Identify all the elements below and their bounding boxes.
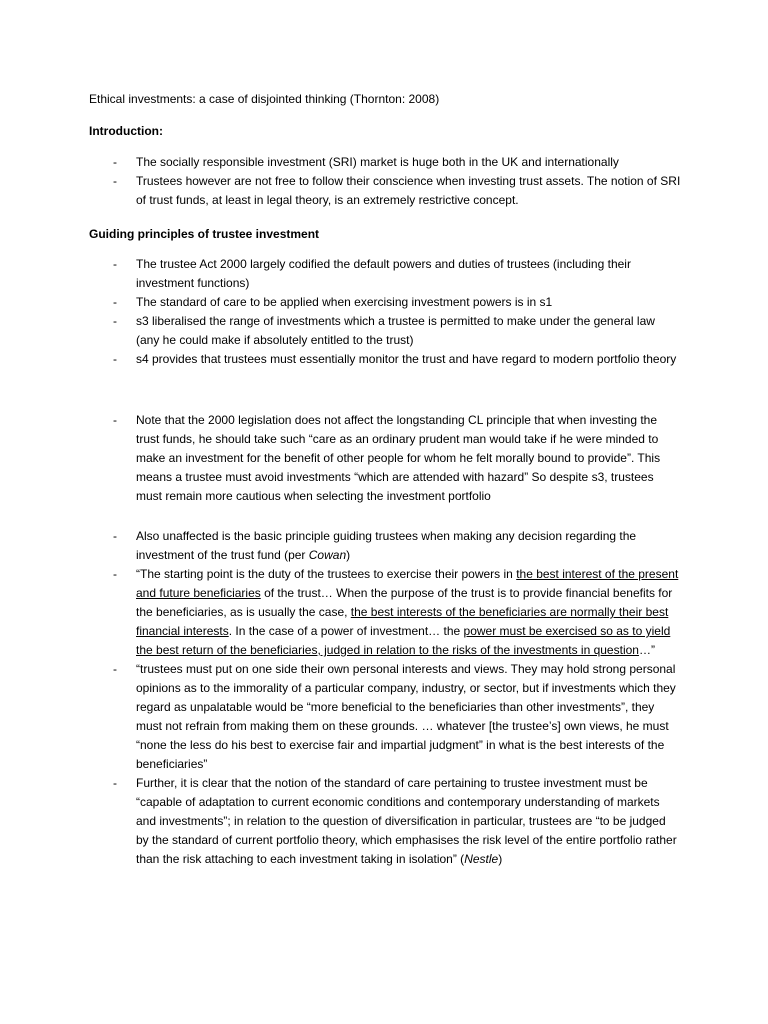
case-name: Cowan xyxy=(308,548,347,562)
underlined-text: the best interests of the beneficiaries are normally their best financial interests xyxy=(136,605,669,638)
list-item: - Note that the 2000 legislation does not affect the longstanding CL principle that when investing the trust funds, he should take such “care as an ordinary prudent man would take if he were minded to make an investment for the benefit of other people for whom he felt morally bound to provide”. This means a trustee must avoid investments “which are attended with hazard” So despite s3, trustees must remain more cautious when selecting the investment portfolio xyxy=(0,411,681,506)
case-name: Nestle xyxy=(464,852,499,866)
list-item: - The socially responsible investment (SRI) market is huge both in the UK and internationally xyxy=(0,153,681,172)
list-item: - “trustees must put on one side their own personal interests and views. They may hold strong personal opinions as to the immorality of a particular company, industry, or sector, but if investments which they regard as unpalatable would be “more beneficial to the beneficiaries than other investments”, they must not refrain from making them on these grounds. … whatever [the trustee’s] own views, he must “none the less do his best to exercise fair and impartial judgment” in what is the best interests of the beneficiaries” xyxy=(0,660,681,774)
principles-list-3 xyxy=(0,527,681,869)
list-item: - The standard of care to be applied when exercising investment powers is in s1 xyxy=(0,293,681,312)
principles-list-1 xyxy=(0,255,681,369)
list-item: - Further, it is clear that the notion of the standard of care pertaining to trustee investment must be “capable of adaptation to current economic conditions and contemporary understanding of markets and investments”; in relation to the question of diversification in particular, trustees are “to be judged by the standard of current portfolio theory, which emphasises the risk level of the entire portfolio rather than the risk attaching to each investment taking in isolation” (Nestle) xyxy=(0,774,681,869)
list-item: - Trustees however are not free to follow their conscience when investing trust assets. The notion of SRI of trust funds, at least in legal theory, is an extremely restrictive concept. xyxy=(0,172,681,210)
principles-list-2 xyxy=(0,411,681,506)
list-item: - “The starting point is the duty of the trustees to exercise their powers in the best interest of the present and future beneficiaries of the trust… When the purpose of the trust is to provide financial benefits for the beneficiaries, as is usually the case, the best interests of the beneficiaries are normally their best financial interests. In the case of a power of investment… the power must be exercised so as to yield the best return of the beneficiaries, judged in relation to the risks of the investments in question…” xyxy=(0,565,681,660)
list-item: - s3 liberalised the range of investments which a trustee is permitted to make under the general law (any he could make if absolutely entitled to the trust) xyxy=(0,312,681,350)
intro-heading: Introduction: xyxy=(89,124,163,138)
intro-list xyxy=(0,153,681,210)
list-item: - Also unaffected is the basic principle guiding trustees when making any decision regarding the investment of the trust fund (per Cowan) xyxy=(0,527,681,565)
section-heading: Guiding principles of trustee investment xyxy=(89,227,320,241)
list-item: - The trustee Act 2000 largely codified the default powers and duties of trustees (including their investment functions) xyxy=(0,255,681,293)
list-item: - s4 provides that trustees must essentially monitor the trust and have regard to modern portfolio theory xyxy=(0,350,681,369)
underlined-text: the best interest of the present and future beneficiaries xyxy=(136,567,679,600)
underlined-text: power must be exercised so as to yield the best return of the beneficiaries, judged in relation to the risks of the investments in question xyxy=(136,624,671,657)
document-title: Ethical investments: a case of disjointed thinking (Thornton: 2008) xyxy=(89,92,440,106)
